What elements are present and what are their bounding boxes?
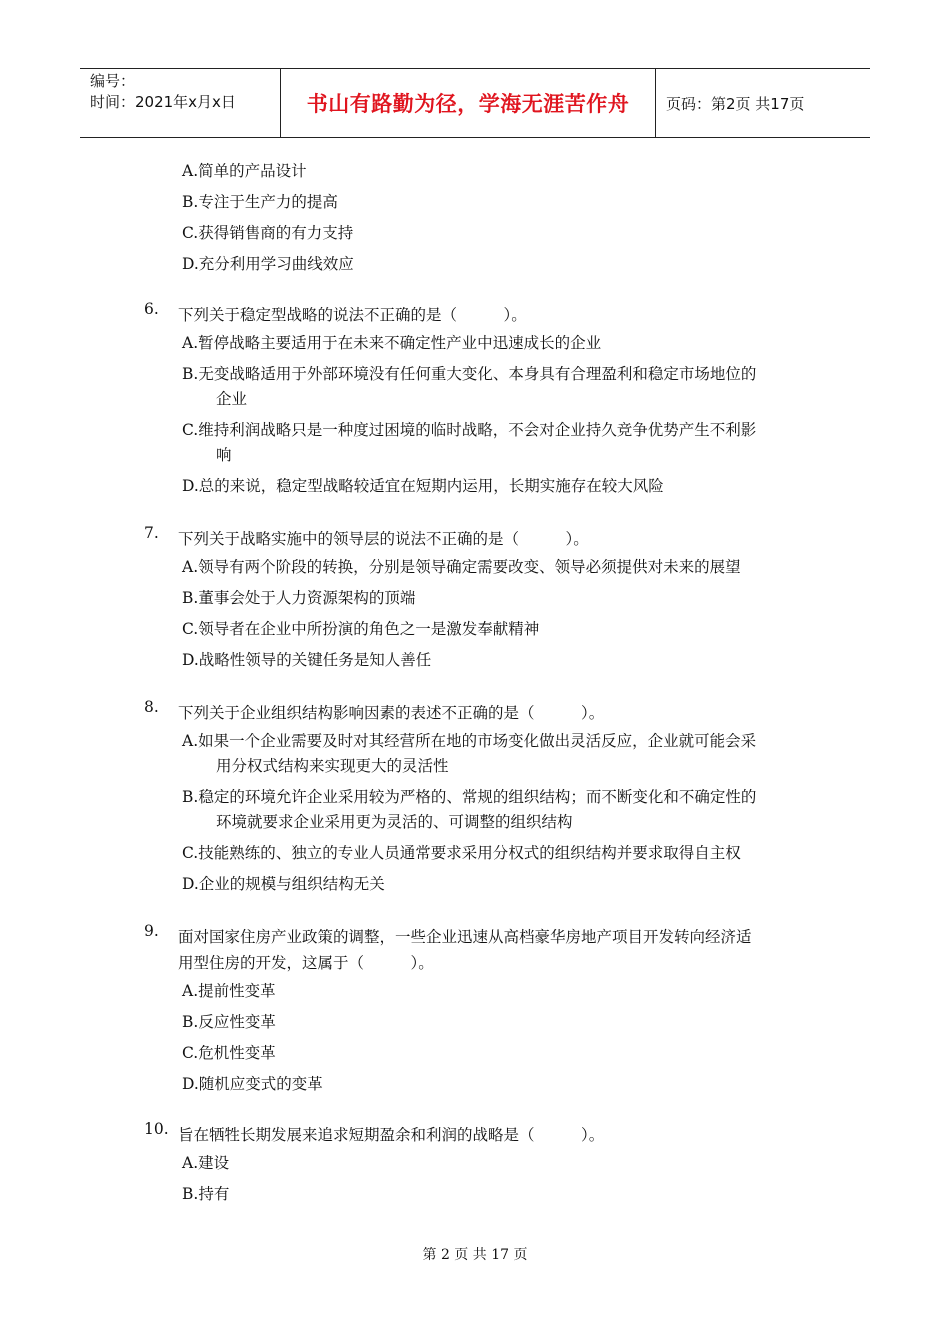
option-a: A.暂停战略主要适用于在未来不确定性产业中迅速成长的企业 (182, 334, 602, 352)
question-9 (144, 922, 814, 1100)
question-stem-line: 面对国家住房产业政策的调整，一些企业迅速从高档豪华房地产项目开发转向经济适 (178, 928, 752, 946)
option-c: C.获得销售商的有力支持 (182, 224, 354, 242)
question-10 (144, 1120, 814, 1210)
option-d: D.战略性领导的关键任务是知人善任 (182, 651, 432, 669)
option-d: D.总的来说，稳定型战略较适宜在短期内运用，长期实施存在较大风险 (182, 477, 664, 495)
option-b (182, 359, 814, 415)
option-c: C.领导者在企业中所扮演的角色之一是激发奉献精神 (182, 620, 540, 638)
option-a: A.简单的产品设计 (182, 162, 307, 180)
question-stem-line: 用型住房的开发，这属于（ ）。 (178, 954, 434, 972)
option-c (182, 415, 814, 471)
question-8 (144, 698, 814, 900)
option-d: D.随机应变式的变革 (182, 1075, 323, 1093)
option-text-cont: 环境就要求企业采用更为灵活的、可调整的组织结构 (216, 813, 573, 831)
question-stem (178, 922, 814, 976)
question-number: 9. (144, 922, 159, 940)
header-meta (80, 69, 281, 137)
option-a (182, 726, 814, 782)
option-d: D.企业的规模与组织结构无关 (182, 875, 385, 893)
option-a: A.领导有两个阶段的转换，分别是领导确定需要改变、领导必须提供对未来的展望 (182, 558, 741, 576)
question-5-options (144, 156, 814, 280)
option-c: C.技能熟练的、独立的专业人员通常要求采用分权式的组织结构并要求取得自主权 (182, 844, 741, 862)
option-b: B.专注于生产力的提高 (182, 193, 338, 211)
number-label: 编号： (90, 72, 136, 90)
time-label: 时间：2021年x月x日 (90, 93, 236, 111)
header-page-info: 页码：第2页 共17页 (666, 94, 805, 113)
option-b: B.反应性变革 (182, 1013, 276, 1031)
option-text-cont: 企业 (216, 390, 248, 408)
option-text: B.稳定的环境允许企业采用较为严格的、常规的组织结构；而不断变化和不确定性的 (182, 788, 757, 806)
option-text: B.无变战略适用于外部环境没有任何重大变化、本身具有合理盈利和稳定市场地位的 (182, 365, 757, 383)
option-text-cont: 响 (216, 446, 232, 464)
question-stem: 下列关于企业组织结构影响因素的表述不正确的是（ ）。 (178, 704, 605, 722)
option-text: C.维持利润战略只是一种度过困境的临时战略，不会对企业持久竞争优势产生不利影 (182, 421, 757, 439)
page-header (80, 68, 870, 138)
question-stem: 下列关于稳定型战略的说法不正确的是（ ）。 (178, 306, 527, 324)
page-footer: 第 2 页 共 17 页 (422, 1247, 528, 1263)
option-b: B.持有 (182, 1185, 230, 1203)
header-motto: 书山有路勤为径，学海无涯苦作舟 (281, 69, 656, 137)
question-number: 6. (144, 300, 159, 318)
question-stem: 下列关于战略实施中的领导层的说法不正确的是（ ）。 (178, 530, 589, 548)
option-text: A.如果一个企业需要及时对其经营所在地的市场变化做出灵活反应，企业就可能会采 (182, 732, 757, 750)
question-7 (144, 524, 814, 676)
option-d: D.充分利用学习曲线效应 (182, 255, 354, 273)
option-b: B.董事会处于人力资源架构的顶端 (182, 589, 416, 607)
option-a: A.提前性变革 (182, 982, 276, 1000)
option-b (182, 782, 814, 838)
question-6 (144, 300, 814, 502)
question-number: 10. (144, 1120, 169, 1138)
option-c: C.危机性变革 (182, 1044, 276, 1062)
option-a: A.建设 (182, 1154, 230, 1172)
question-number: 7. (144, 524, 159, 542)
question-number: 8. (144, 698, 159, 716)
question-stem: 旨在牺牲长期发展来追求短期盈余和利润的战略是（ ）。 (178, 1126, 605, 1144)
option-text-cont: 用分权式结构来实现更大的灵活性 (216, 757, 449, 775)
